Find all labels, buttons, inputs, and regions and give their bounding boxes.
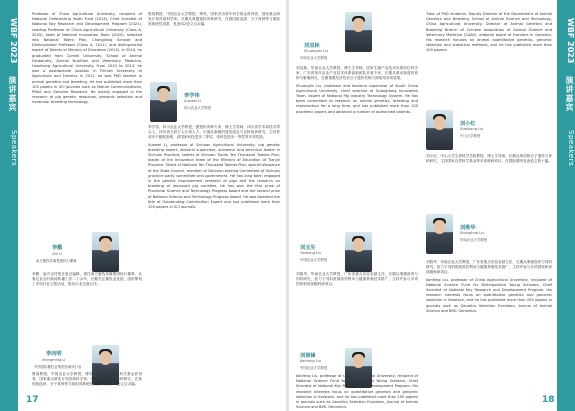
speaker-name-zh: 刘剑锋 xyxy=(300,353,316,359)
speaker-photo xyxy=(426,110,453,150)
bio-text-block xyxy=(426,154,552,214)
section-title-zh: 演讲嘉宾 xyxy=(8,76,17,112)
speaker-name-en: Yusheng Liu xyxy=(300,251,322,255)
speaker-photo xyxy=(345,232,372,272)
speaker-name-zh: 李勤 xyxy=(52,245,63,251)
bio-text-block xyxy=(426,260,552,400)
speaker-photo xyxy=(92,232,119,272)
speaker-name-en: Shenghua Liu xyxy=(460,231,485,235)
speaker-name-zh: 李向明 xyxy=(46,351,62,357)
right-side-bar xyxy=(557,0,575,411)
speaker-photo xyxy=(345,12,372,52)
speaker-name-en: Shuanglin Liu xyxy=(304,49,329,53)
bio-paragraph: Jianfeng Liu, professor of China Agricultural University, recipient of National Science Fund for Distinguished Young Scholars, Chief Scientist of National Key Research and Development Program. His research interests focus on quantitative genetics and genomic selection in livestock, and he has published more than 200 papers in journals such as Genetics Selection Evolution, Journal of Animal Science and BMC Genomics. xyxy=(296,374,418,410)
speaker-name-zh: 刘胜华 xyxy=(460,225,476,231)
bio-text-block xyxy=(426,12,552,112)
bio-paragraph: Professor of China Agricultural University, recipient of National Outstanding Youth Fund (2014), Chief Scientist of National Key Research and Development Program (2021), Leading Professor of China Agricultural University (Class A, 2020), head of National Innovation Team (2020), selected into National Talent Plan, Changjiang Scholar and Distinguished Professor (Class A, 2011), and distinguished expert of Talents of Ministry of Education (2015). In 2010, he graduated from Cornell University, School of Animal Husbandry, Animal Nutrition and Veterinary Medicine, Huazhong Agricultural University. From 2010 to 2014, he was a postdoctoral position in Finnish University of Agriculture and Forestry. In 2011, he was PhD student in animal genetics and breeding. He has published more than 100 papers in SCI journals such as Nature Communications, PNAS and Genome Research. He mainly engaged in the research of pig genetic resources, genomic selection and molecular breeding technology. xyxy=(32,12,142,105)
speaker-name-en: Xiaohong Liu xyxy=(460,127,484,131)
bio-text-block xyxy=(296,66,418,226)
speaker-name-zh: 刘玉生 xyxy=(300,245,316,251)
bio-text-block xyxy=(296,374,418,410)
speaker-affiliation: 华南农业大学教授 xyxy=(300,56,328,60)
bio-paragraph: 刘胜华，华南农业大学教授，广东省重点实验室副主任，长期从事猪营养与饲料研究，致力于饲料资源高效利用与健康养殖技术推广，主持并参与多项国家和省部级科研项目。 xyxy=(296,272,418,287)
bio-text-block xyxy=(148,125,280,405)
year-label: WBF 2023 xyxy=(566,18,575,64)
bio-paragraph: 鲁周教授，中国农业大学教授、博导。国家杰出青年科学基金获得者，国家重点研发计划首席科学家。长期从事猪遗传育种研究，在基因组选择、分子育种等方面取得系统性成果，发表SCI论文百余篇。 xyxy=(32,372,142,387)
speaker-photo xyxy=(150,82,177,122)
section-title-en: Speakers xyxy=(567,130,575,167)
year-label: WBF 2023 xyxy=(9,18,18,64)
speaker-name-zh: 李学伟 xyxy=(184,93,200,99)
page-number-right: 18 xyxy=(542,395,555,405)
spine-divider xyxy=(286,0,289,411)
bio-paragraph: 刘胜华，华南农业大学教授，广东省重点实验室副主任，长期从事猪营养与饲料研究，致力于饲料资源高效利用与健康养殖技术推广，主持并参与多项国家和省部级科研项目。 xyxy=(426,260,552,275)
speaker-affiliation: 中国农业大学教授 xyxy=(300,366,328,370)
speaker-affiliation: 中国农业大学教授 xyxy=(300,258,328,262)
bio-text-block xyxy=(32,12,142,222)
bio-text-block xyxy=(32,270,142,358)
speaker-affiliation: 四川农业大学教授 xyxy=(184,106,212,110)
speaker-name-en: Qin Li xyxy=(52,252,63,256)
left-side-bar xyxy=(0,0,18,411)
bio-paragraph: Tutor of PhD students, Deputy Director of the Department of Animal Genetics and Breeding, School of Animal Science and Technology, China Agricultural University. Director of Animal Genetics and Breeding Branch of Chinese Association of Animal Science and Veterinary Medicine (CAAV), editorial board of Frontiers in Genetics. His research focuses on animal quantitative genetics, genomic selection and statistical methods, and he has published more than 100 papers. xyxy=(426,12,552,53)
bio-paragraph: Xuewei Li, professor of Sichuan Agricultural University, pig genetic breeding expert, doctoral supervisor, academic and technical leader in Sichuan Province, talents of Sichuan Tianfu Ten Thousand Talents Plan, leader of the innovation team of the Ministry of Education of Tianjin Province. Talent of National Ten Thousand Talents Plan, special allowance of the State Council, member of Decision-making Committee of Sichuan province party committee and government. He has long been engaged in the genetic improvement research of pigs and the research on breeding of improved pig varieties. He has won the first prize of Provincial Science and Technology Progress Award and the second prize of National Science and Technology Progress Award. He was awarded the title of Outstanding Contribution Expert and has published more than 100 papers in SCI journals. xyxy=(148,142,280,210)
bio-text-block xyxy=(32,372,142,402)
bio-paragraph: Jianfeng Liu, professor of China Agricultural University, recipient of National Science Fund for Distinguished Young Scholars, Chief Scientist of National Key Research and Development Program. His research interests focus on quantitative genetics and genomic selection in livestock, and he has published more than 200 papers in journals such as Genetics Selection Evolution, Journal of Animal Science and BMC Genomics. xyxy=(426,277,552,313)
speaker-photo xyxy=(426,214,453,254)
speaker-name-zh: 刘双林 xyxy=(304,43,320,49)
speaker-affiliation: 华南农业大学教授 xyxy=(460,238,488,242)
bio-text-block xyxy=(296,272,418,352)
speaker-name-zh: 刘小红 xyxy=(460,121,476,127)
section-title-en: Speakers xyxy=(10,130,18,167)
section-title-zh: 演讲嘉宾 xyxy=(565,76,574,112)
bio-paragraph: 刘小红，中山大学生命科学学院教授、博士生导师，长期从事动物分子遗传与育种研究，主持国家自然科学基金等多项科研项目，在国际期刊发表论文数十篇。 xyxy=(426,154,552,164)
bio-paragraph: 鲁周教授，中国农业大学教授、博导。国家杰出青年科学基金获得者，国家重点研发计划首席科学家。长期从事猪遗传育种研究，在基因组选择、分子育种等方面取得系统性成果，发表SCI论文百余篇。 xyxy=(148,12,280,27)
speaker-affiliation: 中国国际畜牧业集团首席执行官 xyxy=(34,365,82,369)
speaker-name-en: Xiangming Li xyxy=(42,358,66,362)
speaker-affiliation: 南方畜牧传媒集团执行董事 xyxy=(36,259,77,263)
page-number-left: 17 xyxy=(26,395,39,405)
bio-paragraph: 刘双林，华南农业大学教授、博士生导师，国家生猪产业技术体系岗位科学家，广东省现代农业产业技术体系创新团队首席专家，长期从事动物遗传育种与繁殖研究，在猪重要经济性状分子遗传机制方面取得多项成果。 xyxy=(296,66,418,81)
bio-paragraph: 李学伟，四川农业大学教授，猪遗传育种专家，博士生导师，四川省学术和技术带头人，四川省天府万人计划人才。长期从事猪的遗传改良与良种选育研究，主持育成多个猪配套系，获国家科技进步二等奖、省科技进步一等奖等多项奖励。 xyxy=(148,125,280,140)
speaker-name-en: Jianfeng Liu xyxy=(300,359,321,363)
speaker-affiliation: 中山大学教授 xyxy=(460,134,481,138)
bio-paragraph: 李勤，南方农村报社原总编辑，现任南方畜牧传媒集团执行董事，从事农业农村新闻传播工作二十余年，长期关注畜牧业发展，组织策划了多项行业大型活动，推动行业交流合作。 xyxy=(32,272,142,287)
bio-paragraph: Shuanglin Liu, professor and doctoral supervisor of South China Agricultural University, chief scientist of Guangdong Innovation Team, expert of National Pig Industry Technology System. He has been committed to research on animal genetics, breeding and reproduction for a long time, and has published more than 100 academic papers and obtained a number of authorized patents. xyxy=(296,83,418,114)
speaker-name-en: Xuewei Li xyxy=(184,99,202,103)
